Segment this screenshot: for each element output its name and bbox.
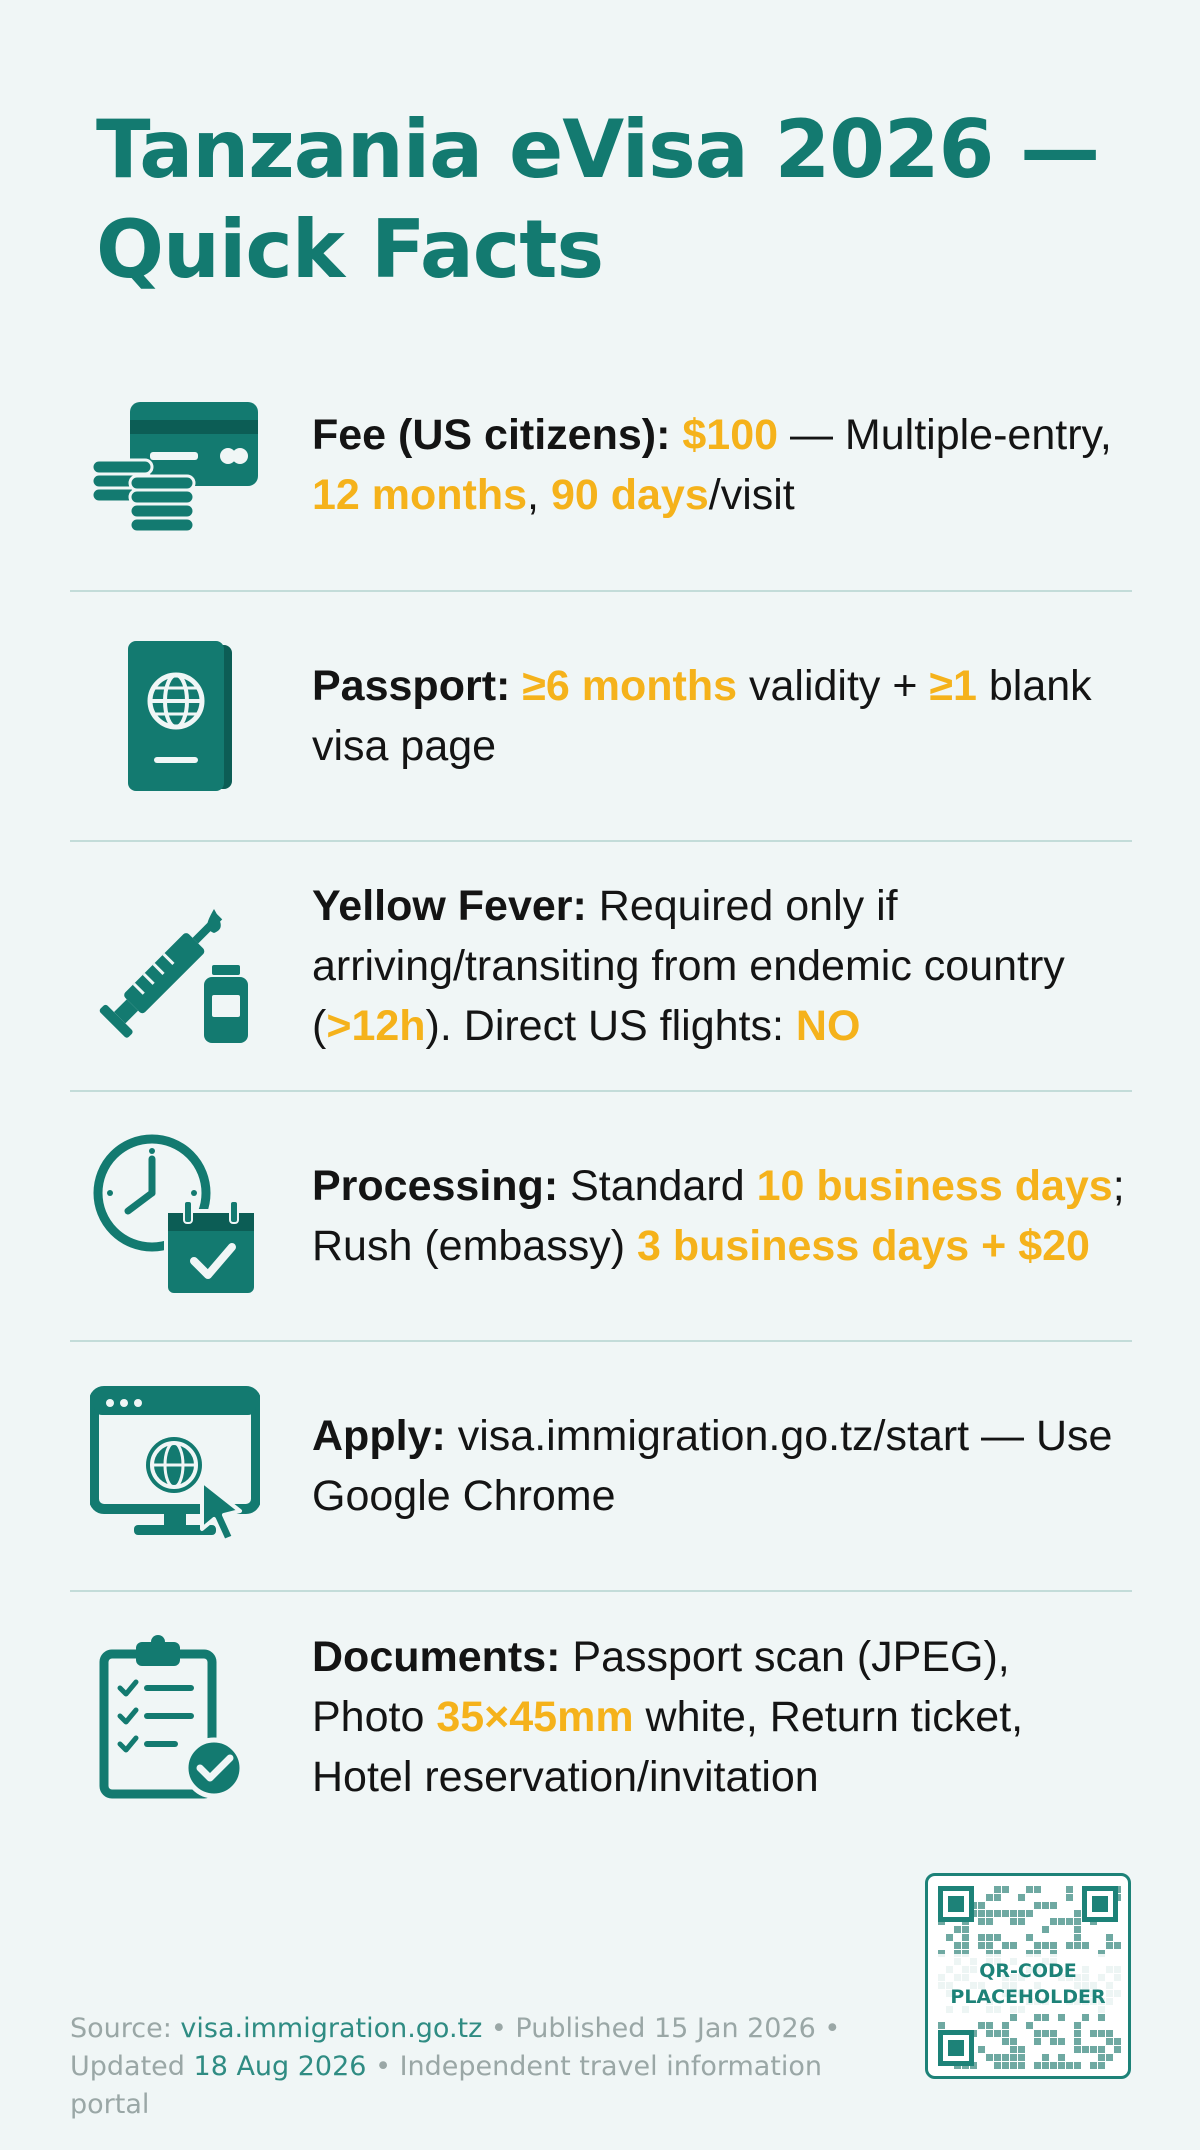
source-link[interactable]: visa.immigration.go.tz	[180, 2013, 483, 2044]
qr-code-placeholder	[925, 1873, 1131, 2079]
fact-detail: white, Return ticket, Hotel reservation/invitation	[312, 1693, 1024, 1801]
fact-detail: Passport scan (JPEG), Photo	[312, 1633, 1010, 1741]
source-label: Source	[70, 2013, 163, 2044]
fact-highlight: 35×45mm	[436, 1693, 634, 1741]
fact-text	[312, 1627, 1132, 1807]
fact-highlight: >12h	[326, 1002, 426, 1050]
fact-detail: blank visa page	[312, 662, 1092, 770]
fact-detail: visa.immigration.go.tz/start — Use Google Chrome	[312, 1412, 1113, 1520]
fact-highlight: ≥1	[929, 662, 977, 710]
fact-label: Fee (US citizens):	[312, 411, 671, 459]
fact-detail	[510, 662, 522, 710]
fact-passport	[70, 592, 1132, 842]
clock-calendar-icon	[70, 1131, 312, 1301]
fact-text	[312, 1406, 1132, 1526]
fact-detail	[670, 411, 682, 459]
fact-label: Processing:	[312, 1162, 559, 1210]
fact-highlight: $100	[682, 411, 779, 459]
fact-detail: ). Direct US flights:	[425, 1002, 796, 1050]
footer-source	[70, 2010, 890, 2124]
fact-detail: Required only if arriving/transiting from endemic country (	[312, 882, 1065, 1050]
fact-text	[312, 876, 1132, 1056]
fact-highlight: 3 business days + $20	[636, 1222, 1090, 1270]
fact-detail: ; Rush (embassy)	[312, 1162, 1125, 1270]
updated-date: 18 Aug 2026	[193, 2051, 367, 2082]
fact-highlight: 90 days	[550, 471, 709, 519]
updated-label: Updated	[70, 2051, 194, 2082]
fact-label: Documents:	[312, 1633, 561, 1681]
fact-detail: validity +	[737, 662, 930, 710]
fact-text	[312, 405, 1132, 525]
page-title: Tanzania eVisa 2026 — Quick Facts	[96, 103, 1100, 296]
fact-detail: /visit	[708, 471, 795, 519]
clipboard-checklist-icon	[70, 1632, 312, 1802]
fact-highlight: 12 months	[312, 471, 528, 519]
web-browser-globe-icon	[70, 1381, 312, 1551]
fact-highlight: ≥6 months	[522, 662, 738, 710]
fact-fee	[70, 340, 1132, 592]
syringe-vaccine-icon	[70, 881, 312, 1051]
fact-highlight: NO	[795, 1002, 861, 1050]
portal-note: • Independent travel information portal	[70, 2051, 823, 2120]
passport-icon	[70, 631, 312, 801]
published-date: • Published 15 Jan 2026 •	[482, 2013, 841, 2044]
money-card-icon	[70, 390, 312, 540]
fact-detail: Standard	[558, 1162, 757, 1210]
qr-label-line1: QR-CODE	[979, 1960, 1077, 1982]
source-separator: :	[162, 2013, 181, 2044]
fact-processing	[70, 1092, 1132, 1342]
qr-label-line2: PLACEHOLDER	[950, 1986, 1106, 2008]
fact-detail: — Multiple-entry,	[778, 411, 1112, 459]
fact-label: Yellow Fever:	[312, 882, 587, 930]
fact-text	[312, 656, 1132, 776]
fact-detail: ,	[527, 471, 551, 519]
fact-label: Apply:	[312, 1412, 446, 1460]
qr-label	[928, 1954, 1128, 2014]
facts-list	[70, 340, 1132, 1842]
fact-yellow-fever	[70, 842, 1132, 1092]
fact-documents	[70, 1592, 1132, 1842]
fact-text	[312, 1156, 1132, 1276]
fact-highlight: 10 business days	[756, 1162, 1113, 1210]
fact-label: Passport:	[312, 662, 511, 710]
fact-apply	[70, 1342, 1132, 1592]
